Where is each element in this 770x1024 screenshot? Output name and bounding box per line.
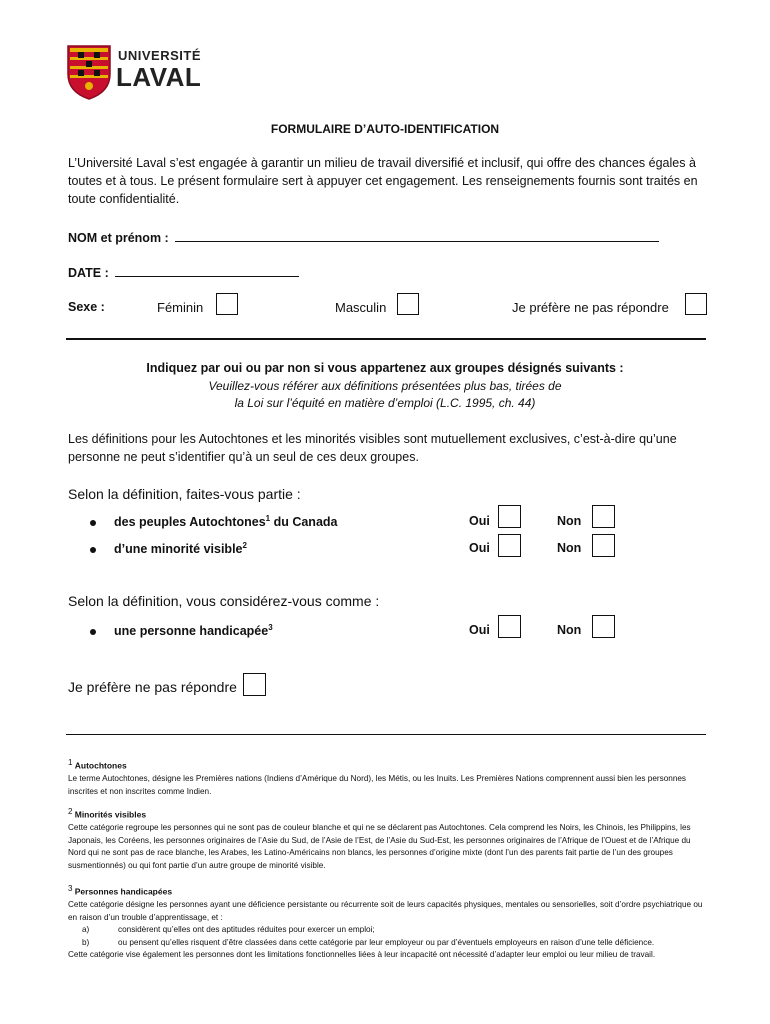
sexe-prefer-not-label: Je préfère ne pas répondre [512, 300, 669, 315]
footnote-1-number: 1 [68, 758, 73, 767]
divider-footnotes [66, 734, 706, 735]
logo-line1: UNIVERSITÉ [118, 48, 202, 63]
footnote-3 [68, 883, 708, 962]
oui-label-3: Oui [469, 623, 490, 637]
item-minorite-label: d’une minorité visible [114, 542, 243, 557]
non-label-1: Non [557, 514, 582, 528]
footnote-3-list [68, 924, 708, 949]
date-field[interactable] [68, 264, 299, 282]
exclusive-note: Les définitions pour les Autochtones et les minorités visibles sont mutuellement exclusives, c’est-à-dire qu’une personne ne peut s’identifier qu’à un seul de ces deux groupes. [68, 432, 677, 464]
item-minorite [90, 541, 247, 556]
question-2: Selon la définition, vous considérez-vous comme : [68, 593, 380, 609]
handicap-oui-checkbox[interactable] [498, 615, 521, 638]
groups-subtitle-2: la Loi sur l’équité en matière d’emploi (L.C. 1995, ch. 44) [234, 396, 536, 410]
intro-paragraph: L’Université Laval s’est engagée à garantir un milieu de travail diversifié et inclusif, qui offre des chances égales à toutes et à tous. Le présent formulaire sert à appuyer cet engagement. Les renseignements fournis sont traités en toute confidentialité. [68, 156, 698, 206]
sexe-prefer-not-checkbox[interactable] [685, 293, 707, 315]
non-label-3: Non [557, 623, 582, 637]
form-title: FORMULAIRE D’AUTO-IDENTIFICATION [270, 122, 500, 136]
footnote-1 [68, 757, 708, 798]
item-autochtones [90, 514, 337, 529]
date-label: DATE : [68, 266, 109, 280]
footnote-3-title: Personnes handicapées [74, 886, 173, 897]
divider-top [66, 338, 706, 340]
non-label-2: Non [557, 541, 582, 555]
bullet-icon [90, 629, 96, 635]
groups-prefer-not-label: Je préfère ne pas répondre [68, 679, 237, 695]
bullet-icon [90, 520, 96, 526]
name-label: NOM et prénom : [68, 231, 169, 245]
list-text-a: considèrent qu’elles ont des aptitudes réduites pour exercer un emploi; [118, 925, 375, 935]
oui-label-1: Oui [469, 514, 490, 528]
feminin-checkbox[interactable] [216, 293, 238, 315]
footnote-3-text: Cette catégorie désigne les personnes ayant une déficience persistante ou récurrente soit de leurs capacités physiques, mentales ou sensorielles, soit d’ordre psychiatrique ou en raison d’un trouble d’apprentissage, et : [68, 900, 703, 922]
minorite-non-checkbox[interactable] [592, 534, 615, 557]
logo-line2: LAVAL [116, 62, 202, 92]
masculin-checkbox[interactable] [397, 293, 419, 315]
university-shield-logo [66, 44, 112, 100]
footnote-3-end: Cette catégorie vise également les personnes dont les limitations fonctionnelles liées à leur incapacité ont nécessité d’adapter leur emploi ou leur milieu de travail. [68, 950, 656, 960]
footnote-3-item-a [68, 924, 708, 937]
handicap-non-checkbox[interactable] [592, 615, 615, 638]
groups-subtitle-1: Veuillez-vous référer aux définitions présentées plus bas, tirées de [208, 379, 562, 393]
footnote-3-number: 3 [68, 884, 73, 893]
footnote-ref-3: 3 [268, 623, 273, 632]
name-blank-line[interactable] [175, 229, 659, 242]
autochtones-oui-checkbox[interactable] [498, 505, 521, 528]
footnote-3-item-b [68, 937, 708, 950]
minorite-oui-checkbox[interactable] [498, 534, 521, 557]
groups-heading: Indiquez par oui ou par non si vous appartenez aux groupes désignés suivants : [146, 361, 624, 375]
footnote-1-title: Autochtones [74, 760, 127, 771]
footnote-ref-2: 2 [242, 541, 247, 550]
footnote-1-text: Le terme Autochtones, désigne les Premières nations (Indiens d’Amérique du Nord), les Métis, ou les Inuits. Les Premières Nations comprennent aussi bien les personnes inscrites et non inscrites comme Indien. [68, 774, 687, 796]
question-1: Selon la définition, faites-vous partie : [68, 486, 301, 502]
name-field[interactable] [68, 229, 659, 247]
item-handicap [90, 623, 273, 638]
list-marker-a: a) [82, 925, 90, 935]
masculin-label: Masculin [335, 300, 387, 315]
bullet-icon [90, 547, 96, 553]
item-autochtones-label: des peuples Autochtones [114, 515, 266, 530]
sexe-label: Sexe : [68, 300, 105, 314]
list-marker-b: b) [82, 937, 90, 947]
footnote-ref-1: 1 [265, 514, 271, 523]
footnote-2 [68, 806, 708, 872]
oui-label-2: Oui [469, 541, 490, 555]
footnote-2-title: Minorités visibles [74, 809, 147, 820]
feminin-label: Féminin [157, 300, 204, 315]
groups-prefer-not-checkbox[interactable] [243, 673, 266, 696]
list-text-b: ou pensent qu’elles risquent d’être classées dans cette catégorie par leur employeur ou par d’éventuels employeurs en raison d’une telle déficience. [118, 937, 655, 947]
date-blank-line[interactable] [115, 264, 299, 277]
autochtones-non-checkbox[interactable] [592, 505, 615, 528]
footnote-2-text: Cette catégorie regroupe les personnes qui ne sont pas de couleur blanche et qui ne se déclarent pas Autochtones. Cela comprend les Noirs, les Chinois, les Philippins, les Japonais, les Coréens, les personnes originaires de l’Asie du Sud, de l’Asie de l’Est, de l’Asie du Sud-Est, les personnes originaires de l’Afrique de l’Ouest et de l’Afrique du Nord qui ne sont pas de race blanche, les Arabes, les Latino-Américains non blancs, les personnes d’origine mixte (dont l’un des parents fait partie de l’un des groupes susmentionnés) ou qui font partie d’un autre groupe de minorité visible. [68, 823, 691, 870]
item-autochtones-tail: du Canada [270, 515, 338, 530]
item-handicap-label: une personne handicapée [114, 624, 269, 639]
footnote-2-number: 2 [68, 807, 73, 816]
